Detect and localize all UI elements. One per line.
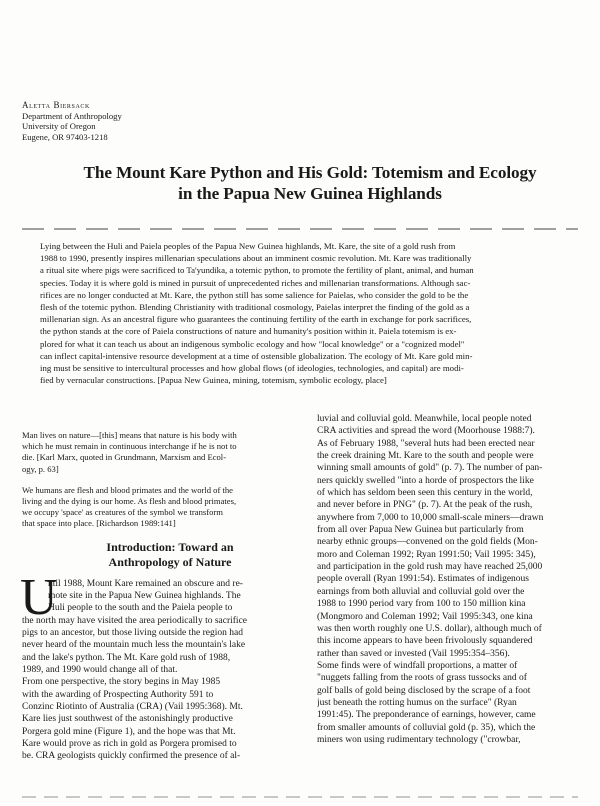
abstract xyxy=(40,240,566,386)
epigraph-line: We humans are flesh and blood primates and the world of the xyxy=(22,484,233,495)
abstract-line: flesh of the totemic python. Blending Christianity with traditional cosmology, Paielas interpret the finding of the gold as a xyxy=(40,302,470,313)
abstract-line: fied by vernacular constructions. [Papua New Guinea, mining, totemism, symbolic ecology, place] xyxy=(40,375,387,386)
body-line: was then worth roughly one U.S. dollar), although much of xyxy=(317,623,542,634)
page-footer-rule xyxy=(22,796,578,798)
body-line: 1988 to 1990 period vary from 100 to 150 million kina xyxy=(317,599,526,610)
author-university: University of Oregon xyxy=(22,121,96,132)
body-line: moro and Coleman 1992; Ryan 1991:50; Vail 1995: 345), xyxy=(317,549,536,560)
body-line: never heard of the mountain much less the mountain's lake xyxy=(22,640,246,651)
epigraph-line: we occupy 'space' as creatures of the symbol we transform xyxy=(22,507,223,518)
body-line: CRA activities and spread the word (Moorhouse 1988:7). xyxy=(317,426,535,437)
title-divider xyxy=(22,228,578,230)
author-affiliation xyxy=(22,100,122,142)
body-line: Porgera gold mine (Figure 1), and the hope was that Mt. xyxy=(22,726,236,737)
abstract-line: Lying between the Huli and Paiela peoples of the Papua New Guinea highlands, Mt. Kare, the site of a gold rush from xyxy=(40,241,456,251)
body-line: Conzinc Riotinto of Australia (CRA) (Vail 1995:368). Mt. xyxy=(22,702,243,713)
left-column xyxy=(22,430,288,763)
body-line: just beneath the rotting humus on the surface" (Ryan xyxy=(317,697,517,708)
body-line: with the awarding of Prospecting Authority 591 to xyxy=(22,689,214,700)
body-line: pigs to an ancestor, but those living outside the region had xyxy=(22,628,243,638)
body-line: anywhere from 7,000 to 10,000 small-scale miners—drawn xyxy=(317,512,544,523)
epigraph-line: die. [Karl Marx, quoted in Grundmann, Marxism and Ecol- xyxy=(22,452,227,463)
body-line: ntil 1988, Mount Kare remained an obscure and re- xyxy=(48,578,243,589)
abstract-line: species. Today it is where gold is mined in pursuit of unprecedented riches and millenarian transformations. Although sac- xyxy=(40,277,471,288)
abstract-line: ing must be sensitive to intercultural processes and how global flows (of ideologies, technologies, and capital) are modi- xyxy=(40,363,464,374)
article-title xyxy=(40,162,580,204)
author-department: Department of Anthropology xyxy=(22,110,122,121)
body-line: nearby ethnic groups—convened on the gold fields (Mon- xyxy=(317,537,538,548)
body-line: As of February 1988, "several huts had been erected near xyxy=(317,438,535,449)
epigraph-line: living and the dying is our home. As flesh and blood primates, xyxy=(22,496,237,507)
right-column xyxy=(317,413,583,746)
abstract-line: a ritual site where pigs were sacrificed to Ta'yundika, a totemic python, to promote the fertility of plant, animal, and human xyxy=(40,265,474,276)
body-line: winning small amounts of gold" (p. 7). The number of pan- xyxy=(317,463,543,474)
body-line: this income appears to have been frivolously squandered xyxy=(317,636,533,647)
body-line: mote site in the Papua New Guinea highlands. The xyxy=(48,590,241,601)
epigraph-line: Man lives on nature—[this] means that nature is his body with xyxy=(22,430,237,440)
heading-line: Introduction: Toward an xyxy=(106,539,234,554)
body-line: the north may have visited the area periodically to sacrifice xyxy=(22,615,248,626)
body-line: from all over Papua New Guinea but particularly from xyxy=(317,525,524,536)
abstract-line: can inflect capital-intensive resource development at a time of ostensible globalization. The ecology of Mt. Kare gold min- xyxy=(40,350,473,361)
body-line: "nuggets falling from the roots of grass tussocks and of xyxy=(317,673,527,684)
body-line: of which has seldom been seen this century in the world, xyxy=(317,488,533,499)
author-name: Aletta Biersack xyxy=(22,100,90,110)
body-line: ners quickly swelled "into a horde of prospectors the like xyxy=(317,475,534,486)
body-line: Some finds were of windfall proportions, a matter of xyxy=(317,660,518,671)
body-line: Kare lies just southwest of the astonishingly productive xyxy=(22,714,233,725)
body-line: (Mongmoro and Coleman 1992; Vail 1995:343, one kina xyxy=(317,611,533,622)
drop-cap: U xyxy=(20,568,58,626)
body-line: Huli people to the south and the Paiela people to xyxy=(48,603,233,614)
epigraph-line: which he must remain in continuous interchange if he is not to xyxy=(22,441,237,452)
body-line: people overall (Ryan 1991:54). Estimates of indigenous xyxy=(317,574,530,585)
body-line: and the lake's python. The Mt. Kare gold rush of 1988, xyxy=(22,652,231,663)
body-line: and never before in PNG" (p. 7). At the peak of the rush, xyxy=(317,500,533,511)
body-line: From one perspective, the story begins in May 1985 xyxy=(22,677,221,688)
abstract-line: rifices are no longer conducted at Mt. Kare, the python still has some salience for Paielas, who consider the gold to be the xyxy=(40,289,469,300)
epigraph-line: that space into place. [Richardson 1989:141] xyxy=(22,518,176,529)
body-line: golf balls of gold being disclosed by the scrape of a foot xyxy=(317,685,531,696)
body-line: miners won using rudimentary technology ("crowbar, xyxy=(317,734,521,745)
abstract-line: the python stands at the core of Paiela constructions of nature and humanity's position within it. Paiela totemism is ex- xyxy=(40,326,457,337)
title-line-2: in the Papua New Guinea Highlands xyxy=(178,184,442,203)
author-address: Eugene, OR 97403-1218 xyxy=(22,131,108,142)
section-heading xyxy=(52,540,288,570)
body-line: from smaller amounts of colluvial gold (p. 35), which the xyxy=(317,722,536,733)
body-line: the creek draining Mt. Kare to the south and people were xyxy=(317,451,534,462)
abstract-line: 1988 to 1990, presently inspires millenarian speculations about an imminent cosmic revolution. Mt. Kare was traditionally xyxy=(40,253,472,264)
abstract-line: millenarian sign. As an ancestral figure who guarantees the continuing fertility of the earth in exchange for pork sacrifices, xyxy=(40,314,472,325)
body-line: be. CRA geologists quickly confirmed the presence of al- xyxy=(22,751,241,762)
body-line: 1991:45). The preponderance of earnings, however, came xyxy=(317,710,536,721)
epigraph-richardson xyxy=(22,485,288,530)
heading-line: Anthropology of Nature xyxy=(108,554,232,569)
body-line: earnings from both alluvial and colluvial gold over the xyxy=(317,586,525,597)
title-line-1: The Mount Kare Python and His Gold: Totemism and Ecology xyxy=(83,163,537,182)
body-line: luvial and colluvial gold. Meanwhile, local people noted xyxy=(317,414,532,424)
epigraph-marx xyxy=(22,430,288,475)
abstract-line: plored for what it can teach us about an indigenous symbolic ecology and how "local knowledge" or a "cognized model" xyxy=(40,338,465,349)
epigraph-line: ogy, p. 63] xyxy=(22,463,59,474)
body-line: and participation in the gold rush may have reached 25,000 xyxy=(317,562,543,573)
body-line: rather than saved or invested (Vail 1995:354–356). xyxy=(317,648,510,659)
body-line: Kare would prove as rich in gold as Porgera promised to xyxy=(22,739,237,750)
body-line: 1989, and 1990 would change all of that. xyxy=(22,665,178,676)
